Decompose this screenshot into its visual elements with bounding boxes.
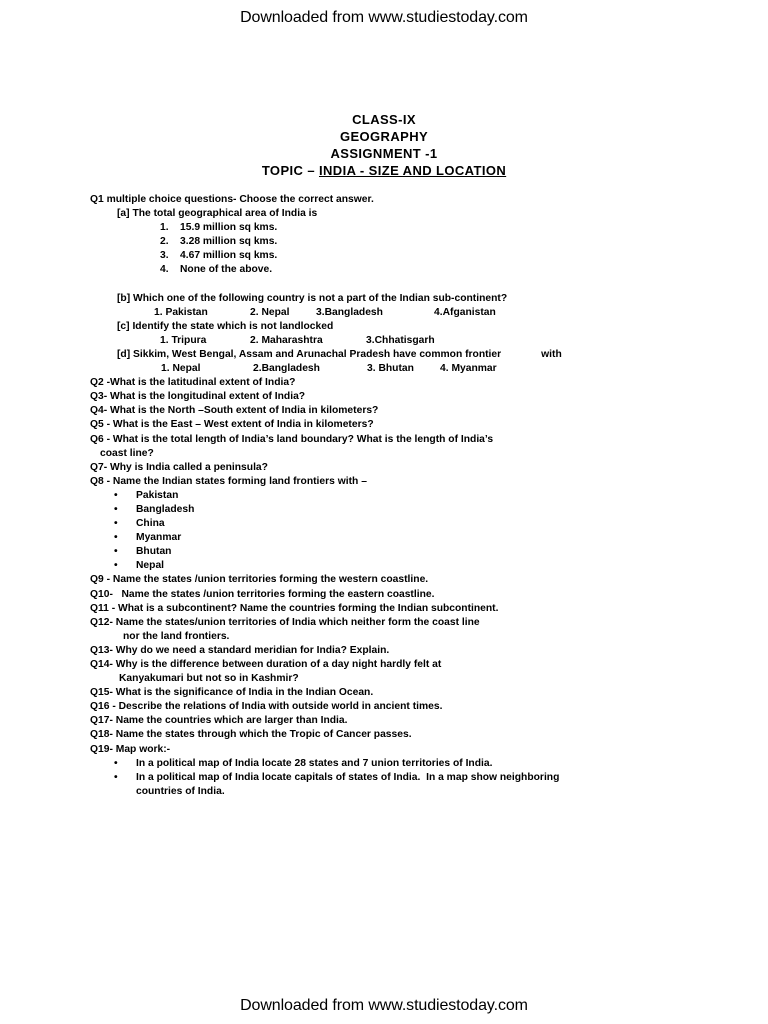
q1b-option-3: 3.Bangladesh (316, 306, 383, 318)
top-watermark-banner: Downloaded from www.studiestoday.com (240, 9, 528, 26)
q1d-option-1: 1. Nepal (161, 363, 201, 375)
bullet-icon: • (114, 489, 118, 501)
question-q3: Q3- What is the longitudinal extent of India? (90, 391, 306, 403)
question-q12-cont: nor the land frontiers. (123, 630, 230, 642)
question-list (90, 193, 730, 799)
question-q4: Q4- What is the North –South extent of India in kilometers? (90, 405, 379, 417)
bottom-watermark-banner: Downloaded from www.studiestoday.com (240, 997, 528, 1014)
question-q7: Q7- Why is India called a peninsula? (90, 461, 268, 473)
topic-prefix: TOPIC – (261, 163, 319, 178)
bullet-icon: • (114, 757, 118, 769)
q8-list-item: • Myanmar (90, 531, 730, 545)
question-q11: Q11 - What is a subcontinent? Name the countries forming the Indian subcontinent. (90, 602, 499, 614)
bullet-icon: • (114, 503, 118, 515)
document-header (0, 111, 768, 179)
question-q13: Q13- Why do we need a standard meridian for India? Explain. (90, 644, 390, 656)
q8-list-item: • Bangladesh (90, 503, 730, 517)
bullet-icon: • (114, 532, 118, 544)
q1c-options (90, 334, 730, 348)
question-q10: Q10- Name the states /union territories forming the eastern coastline. (90, 588, 435, 600)
q1a-option-4: 4. None of the above. (160, 264, 273, 276)
q1c-option-3: 3.Chhatisgarh (366, 334, 435, 346)
q1b-option-4: 4.Afganistan (434, 306, 496, 318)
q1-intro: Q1 multiple choice questions- Choose the correct answer. (90, 194, 374, 205)
bullet-icon: • (114, 560, 118, 572)
q1-part-d (90, 348, 730, 362)
q1a-option-3: 3. 4.67 million sq kms. (160, 250, 278, 262)
question-q16: Q16 - Describe the relations of India with outside world in ancient times. (90, 701, 443, 713)
question-q14: Q14- Why is the difference between duration of a day night hardly felt at (90, 659, 442, 670)
q1b-option-2: 2. Nepal (250, 306, 290, 318)
q1d-text: [d] Sikkim, West Bengal, Assam and Arunachal Pradesh have common frontier (117, 348, 502, 360)
q19-list-item: • In a political map of India locate capitals of states of India. In a map show neighboring (90, 771, 730, 785)
subject-title: GEOGRAPHY (339, 129, 429, 144)
question-q9: Q9 - Name the states /union territories forming the western coastline. (90, 574, 429, 586)
q1c-option-1: 1. Tripura (160, 334, 207, 346)
q1d-option-2: 2.Bangladesh (253, 363, 320, 375)
q1d-option-3: 3. Bhutan (367, 363, 414, 375)
bullet-icon: • (114, 546, 118, 558)
q1d-options (90, 362, 730, 376)
question-q14-cont: Kanyakumari but not so in Kashmir? (119, 673, 299, 685)
q1d-option-4: 4. Myanmar (440, 363, 497, 375)
q19-list-item-cont: countries of India. (136, 785, 225, 797)
assignment-title: ASSIGNMENT -1 (330, 146, 438, 161)
bullet-icon: • (114, 771, 118, 783)
q1b-options (90, 306, 730, 320)
topic-title (0, 162, 768, 179)
q1c-option-2: 2. Maharashtra (250, 334, 323, 346)
q8-list-item: • Pakistan (90, 489, 730, 503)
question-q18: Q18- Name the states through which the Tropic of Cancer passes. (90, 729, 412, 741)
q8-list-item: • Nepal (90, 559, 730, 573)
class-title: CLASS-IX (352, 112, 416, 127)
question-q15: Q15- What is the significance of India in the Indian Ocean. (90, 687, 374, 699)
question-q8: Q8 - Name the Indian states forming land frontiers with – (90, 475, 367, 487)
question-q2: Q2 -What is the latitudinal extent of India? (90, 377, 296, 389)
bullet-icon: • (114, 518, 118, 530)
q19-list-item: • In a political map of India locate 28 states and 7 union territories of India. (90, 757, 730, 771)
question-q12: Q12- Name the states/union territories of India which neither form the coast line (90, 616, 480, 628)
question-q19: Q19- Map work:- (90, 743, 171, 755)
question-q5: Q5 - What is the East – West extent of India in kilometers? (90, 419, 374, 431)
q8-list-item: • Bhutan (90, 545, 730, 559)
question-q17: Q17- Name the countries which are larger than India. (90, 715, 348, 727)
question-q6-cont: coast line? (100, 447, 154, 459)
question-q6: Q6 - What is the total length of India’s land boundary? What is the length of India’s (90, 433, 494, 445)
topic-name: INDIA - SIZE AND LOCATION (318, 163, 507, 178)
q1a-option-2: 2. 3.28 million sq kms. (160, 236, 278, 248)
q8-list-item: • China (90, 517, 730, 531)
q1-part-a: [a] The total geographical area of India is (117, 208, 318, 220)
q1-part-c: [c] Identify the state which is not landlocked (117, 320, 334, 332)
q1a-option-1: 1. 15.9 million sq kms. (160, 222, 278, 234)
q1d-with: with (541, 348, 562, 360)
q1b-option-1: 1. Pakistan (154, 306, 208, 318)
q1-part-b: [b] Which one of the following country is not a part of the Indian sub-continent? (117, 292, 508, 304)
